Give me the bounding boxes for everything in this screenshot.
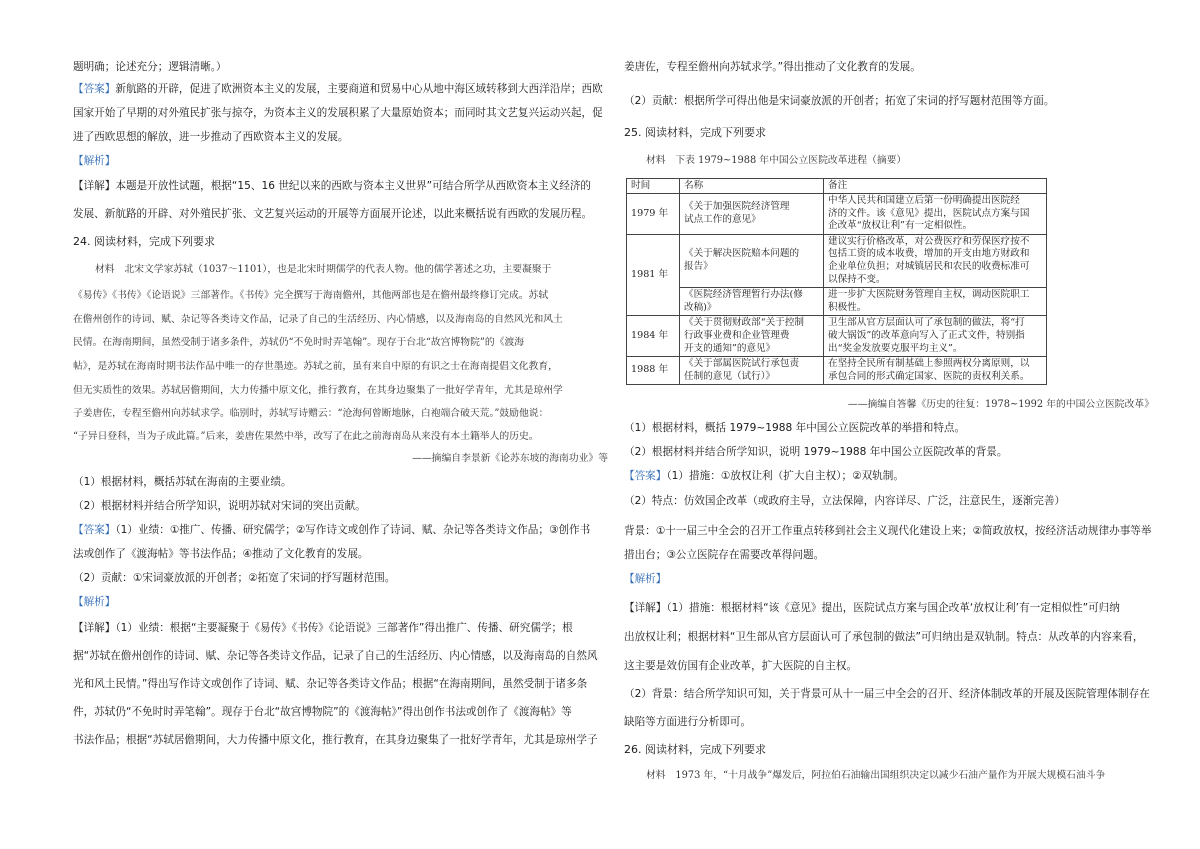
table-header-row [627, 179, 1047, 194]
cell-line: 《关于贯彻财政部“关于控制 [684, 317, 805, 329]
text-line: （2）特点：仿效国企改革（或政府主导，立法保障，内容详尽、广泛，注意民生，逐渐完善） [624, 495, 1066, 507]
text-line: 本题是开放性试题，根据“15、16 世纪以来的西欧与资本主义世界”可结合所学从西欧资本主义经济的 [115, 180, 592, 192]
name-cell [680, 357, 824, 385]
reform-table [626, 178, 1047, 385]
name-cell [680, 316, 824, 357]
material-source: ——摘编自李景新《论苏东坡的海南功业》等 [412, 453, 608, 464]
question-heading: 25. 阅读材料，完成下列要求 [624, 126, 766, 139]
material-line: 但无实质性的效果。苏轼居儋期间，大力传播中原文化，推行教育，在其身边聚集了一批好学青年，尤其是琼州学 [73, 385, 563, 396]
question-item: （2）根据材料并结合所学知识，说明苏轼对宋词的突出贡献。 [73, 500, 366, 512]
text-line: 据“苏轼在儋州创作的诗词、赋、杂记等各类诗文作品，记录了自己的生活经历、内心情感，以及海南岛的自然风 [73, 650, 598, 662]
year-cell: 1981 年 [627, 234, 680, 316]
detail-paragraph [73, 621, 573, 635]
material-title: 材料 下表 1979~1988 年中国公立医院改革进程（摘要） [646, 155, 907, 166]
text-line: 背景：①十一届三中全会的召开工作重点转移到社会主义现代化建设上来；②简政放权，按经济活动规律办事等举 [624, 525, 1152, 537]
cell-line: 以保持不变。 [828, 273, 886, 285]
cell-line: 报告》 [684, 260, 713, 272]
cell-line: 建议实行价格改革，对公费医疗和劳保医疗按不 [828, 235, 1030, 247]
text-line: 件，苏轼仍“不免时时弄笔翰”。现存于台北“故宫博物院”的《渡海帖》”得出创作书法或创作了《渡海帖》等 [73, 706, 572, 718]
cell-line: 《医院经济管理暂行办法(修 [684, 289, 803, 301]
answer-tag: 【答案】 [73, 524, 116, 536]
cell-line: 包括工资的成本收费，增加的开支由地方财政和 [828, 248, 1030, 260]
note-cell [824, 234, 1047, 287]
cell-line: 济的文件。该《意见》提出，医院试点方案与国 [828, 207, 1030, 219]
question-heading: 24. 阅读材料，完成下列要求 [73, 235, 215, 248]
material-line: 子姜唐佐，专程至儋州向苏轼求学。临别时，苏轼写诗赠云：“沧海何曾断地脉，白袍端合破天荒。”鼓励他说： [73, 408, 549, 419]
text-line: 出放权让利；根据材料“卫生部从官方层面认可了承包制的做法”可归纳出是双轨制。特点：从改革的内容来看， [624, 631, 1144, 643]
material-line: 民情。在海南期间，虽然受制于诸多条件，苏轼仍“不免时时弄笔翰”。现存于台北“故宫博物院”的《渡海 [73, 337, 525, 348]
answer-paragraph [624, 469, 904, 483]
material-line: 材料 北宋文学家苏轼（1037～1101），也是北宋时期儒学的代表人物。他的儒学著述之功，主要凝聚于 [95, 264, 552, 275]
detail-paragraph [624, 601, 1120, 615]
cell-line: 改稿)》 [684, 301, 717, 313]
question-heading: 26. 阅读材料，完成下列要求 [624, 743, 766, 756]
analysis-tag: 【解析】 [73, 155, 116, 167]
analysis-tag: 【解析】 [73, 596, 116, 608]
text-line: 书法作品；根据“苏轼居儋期间，大力传播中原文化，推行教育，在其身边聚集了一批好学青年，尤其是琼州学子 [73, 734, 598, 746]
cell-line: 出“奖金发放要克服平均主义”。 [828, 342, 963, 354]
text-line: 光和风土民情。”得出写作诗文或创作了诗词、赋、杂记等各类诗文作品；根据“在海南期间，虽然受制于诸多条 [73, 678, 588, 690]
cell-line: 《关于解决医院赔本问题的 [684, 248, 800, 260]
table-row [627, 234, 1047, 287]
text-line: 措出台；③公立医院存在需要改革得问题。 [624, 549, 825, 561]
table-header-cell: 时间 [627, 179, 680, 194]
cell-line: 《关于加强医院经济管理 [684, 201, 790, 213]
cell-line: 开支的通知”的意见》 [684, 342, 776, 354]
text-line: 这主要是效仿国有企业改革，扩大医院的自主权。 [624, 660, 858, 672]
answer-tag: 【答案】 [624, 470, 667, 482]
text-line: 进了西欧思想的解放，进一步推动了西欧资本主义的发展。 [73, 131, 349, 143]
year-cell: 1979 年 [627, 194, 680, 235]
cell-line: 《关于部属医院试行承包责 [684, 358, 800, 370]
cell-line: 破大锅饭”的改革意向写入了正式文件，特别指 [828, 329, 1025, 341]
text-line: 国家开始了早期的对外殖民扩张与掠夺，为资本主义的发展积累了大量原始资本；而同时其文艺复兴运动兴起，促 [73, 107, 603, 119]
detail-paragraph [73, 179, 591, 193]
question-item: （2）根据材料并结合所学知识，说明 1979~1988 年中国公立医院改革的背景。 [624, 446, 1008, 458]
cell-line: 中华人民共和国建立后第一份明确提出医院经 [828, 195, 1020, 206]
text-line: （2）贡献：①宋词豪放派的开创者；②拓宽了宋词的抒写题材范围。 [73, 572, 396, 584]
detail-tag: 【详解】 [73, 622, 116, 634]
cell-line: 任制的意见（试行）》 [684, 370, 776, 382]
table-row [627, 194, 1047, 235]
question-item: （1）根据材料，概括 1979~1988 年中国公立医院改革的举措和特点。 [624, 422, 966, 434]
cell-line: 企业单位负担；对城镇居民和农民的收费标准可 [828, 260, 1030, 272]
material-line: 帖》，是苏轼在海南时期书法作品中唯一的存世墨迹。苏轼之前，虽有来自中原的有识之士在海南提倡文化教育， [73, 361, 558, 372]
cell-line: 进一步扩大医院财务管理自主权，调动医院职工 [828, 289, 1030, 301]
name-cell [680, 234, 824, 287]
note-cell [824, 316, 1047, 357]
text-line: 题明确；论述充分；逻辑清晰。） [73, 61, 227, 73]
answer-paragraph [73, 82, 603, 96]
note-cell [824, 288, 1047, 316]
cell-line: 积极性。 [828, 301, 867, 313]
table-header-cell: 名称 [680, 179, 824, 194]
text-line: 姜唐佐，专程至儋州向苏轼求学。”得出推动了文化教育的发展。 [624, 61, 921, 73]
text-line: 法或创作了《渡海帖》等书法作品；④推动了文化教育的发展。 [73, 548, 369, 560]
text-line: 发展、新航路的开辟、对外殖民扩张、文艺复兴运动的开展等方面展开论述，以此来概括说有西欧的发展历程。 [73, 208, 593, 220]
question-item: （1）根据材料，概括苏轼在海南的主要业绩。 [73, 476, 292, 488]
note-cell [824, 194, 1047, 235]
table-row [627, 316, 1047, 357]
table-header-cell: 备注 [824, 179, 1047, 194]
material-source: ——摘编自答馨《历史的往复：1978~1992 年的中国公立医院改革》 [847, 399, 1154, 410]
answer-tag: 【答案】 [73, 83, 116, 95]
text-line: （1）业绩：①推广、传播、研究儒学；②写作诗文或创作了诗词、赋、杂记等各类诗文作品；③创作书 [115, 524, 591, 536]
text-line: （1）措施：①放权让利（扩大自主权）；②双轨制。 [666, 470, 904, 482]
note-cell [824, 357, 1047, 385]
cell-line: 卫生部从官方层面认可了承包制的做法，将“打 [828, 317, 1025, 329]
table-row [627, 288, 1047, 316]
answer-paragraph [73, 523, 590, 537]
detail-tag: 【详解】 [73, 180, 116, 192]
year-cell: 1984 年 [627, 316, 680, 357]
table-row [627, 357, 1047, 385]
text-line: 新航路的开辟，促进了欧洲资本主义的发展，主要商道和贸易中心从地中海区域转移到大西洋沿岸；西欧 [115, 83, 603, 95]
material-line: 材料 1973 年，“十月战争”爆发后，阿拉伯石油输出国组织决定以减少石油产量作为开展大规模石油斗争 [646, 770, 1106, 781]
text-line: （1）业绩：根据“主要凝聚于《易传》《书传》《论语说》三部著作”得出推广、传播、研究儒学；根 [115, 622, 573, 634]
text-line: 缺陷等方面进行分析即可。 [624, 716, 752, 728]
name-cell [680, 194, 824, 235]
cell-line: 行政事业费和企业管理费 [684, 329, 790, 341]
material-line: 《易传》《书传》《论语说》三部著作。《书传》完全撰写于海南儋州，其他两部也是在儋州最终修订完成。苏轼 [73, 290, 549, 301]
material-line: “子异日登科，当为子成此篇。”后来，姜唐佐果然中举，改写了在此之前海南岛从来没有本土籍举人的历史。 [73, 431, 539, 442]
cell-line: 承包合同的形式确定国家、医院的责权利关系。 [828, 370, 1030, 382]
text-line: （2）贡献：根据所学可得出他是宋词豪放派的开创者；拓宽了宋词的抒写题材范围等方面。 [624, 95, 1055, 107]
name-cell [680, 288, 824, 316]
text-line: （1）措施：根据材料“该《意见》提出，医院试点方案与国企改革‘放权让利’有一定相似性”可归纳 [666, 602, 1120, 614]
text-line: （2）背景：结合所学知识可知，关于背景可从十一届三中全会的召开、经济体制改革的开展及医院管理体制存在 [624, 688, 1150, 700]
material-line: 在儋州创作的诗词、赋、杂记等各类诗文作品，记录了自己的生活经历、内心情感，以及海南岛的自然风光和风土 [73, 314, 563, 325]
analysis-tag: 【解析】 [624, 573, 667, 585]
detail-tag: 【详解】 [624, 602, 667, 614]
cell-line: 试点工作的意见》 [684, 213, 761, 225]
cell-line: 企改革“放权让利”有一定相似性。 [828, 220, 973, 232]
year-cell: 1988 年 [627, 357, 680, 385]
cell-line: 在坚持全民所有制基础上参照两权分离原则，以 [828, 358, 1030, 370]
